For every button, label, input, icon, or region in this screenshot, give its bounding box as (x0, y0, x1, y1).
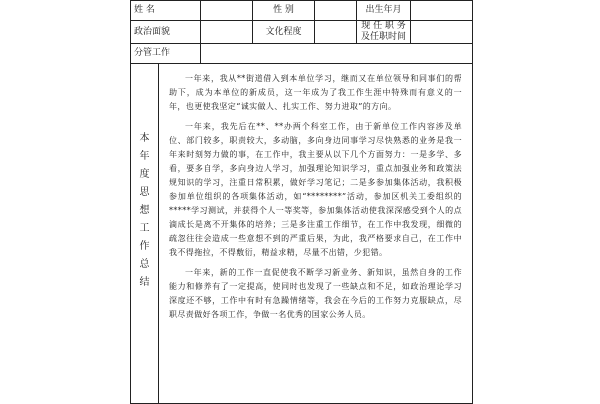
education-value (315, 21, 357, 44)
summary-label-char: 工 (139, 223, 150, 234)
education-label: 文化程度 (253, 21, 315, 44)
division-value (201, 44, 473, 64)
gender-value (315, 1, 357, 21)
birth-label: 出生年月 (357, 1, 411, 21)
summary-paragraph-3: 一年来，新的工作一直促使我不断学习新业务、新知识，虽然自身的工作能力和修养有了一定提高，使同时也发现了一些缺点和不足，如政治理论学习深度还不够，工作中有时有急躁情绪等，我会在今后的工作努力克服缺点，尽职尽责做好各项工作，争做一名优秀的国家公务人员。 (169, 268, 462, 319)
position-label-line1: 现 任 职 务 (361, 21, 406, 31)
summary-label-char: 思 (139, 187, 150, 198)
position-label-line2: 及任职时间 (360, 32, 406, 42)
position-value (411, 21, 473, 44)
summary-body (159, 64, 473, 404)
form-table (130, 0, 473, 404)
summary-label (131, 64, 159, 404)
summary-label-char: 想 (139, 205, 150, 216)
row-summary (131, 64, 473, 404)
summary-paragraph-2: 一年来，我先后在**、**办两个科室工作，由于新单位工作内容涉及单位、部门较多，职责较大，多动脑，多向身边同事学习尽快熟悉的业务是我一年来时刻努力做的事，在工作中，我主要从以下几个方面努力：一是多学、多看，要多自学，多向身边人学习，加强理论知识学习，重点加强业务和政策法规知识的学习，注重日常积累，做好学习笔记；二是多参加集体活动，我积极参加单位组织的各项集体活动，如“********”活动，参加区机关工委组织的*****学习测试，并获得个人一等奖等，参加集体活动使我深深感受到个人的点滴成长是离不开集体的培养；三是多注重工作细节，在工作中我发现，细微的疏忽往往会造成一些意想不到的严重后果，为此，我严格要求自己，在工作中我不得拖拉，不得敷衍，精益求精，尽量不出错，少犯错。 (169, 122, 462, 257)
position-label (357, 21, 411, 44)
row-division (131, 44, 473, 64)
summary-label-column (131, 64, 158, 292)
political-label: 政治面貌 (131, 21, 201, 44)
birth-value (411, 1, 473, 21)
summary-label-char: 本 (139, 133, 150, 144)
name-label: 姓 名 (131, 1, 201, 21)
summary-label-char: 度 (139, 169, 150, 180)
name-value (201, 1, 253, 21)
political-value (201, 21, 253, 44)
division-label: 分管工作 (131, 44, 201, 64)
summary-paragraph-1: 一年来，我从**街道借入到本单位学习，继而又在单位领导和同事们的帮助下，成为本单位的新成员，这一年成为了我工作生涯中特殊而有意义的一年，也更使我坚定“诚实做人、扎实工作、努力进取”的方向。 (169, 74, 462, 111)
summary-label-char: 总 (139, 259, 150, 270)
personnel-form (130, 0, 472, 400)
summary-label-char: 年 (139, 151, 150, 162)
gender-label: 性 别 (253, 1, 315, 21)
summary-label-char: 结 (139, 277, 150, 288)
row-basic-info (131, 1, 473, 21)
row-political-info (131, 21, 473, 44)
summary-label-char: 作 (139, 241, 150, 252)
